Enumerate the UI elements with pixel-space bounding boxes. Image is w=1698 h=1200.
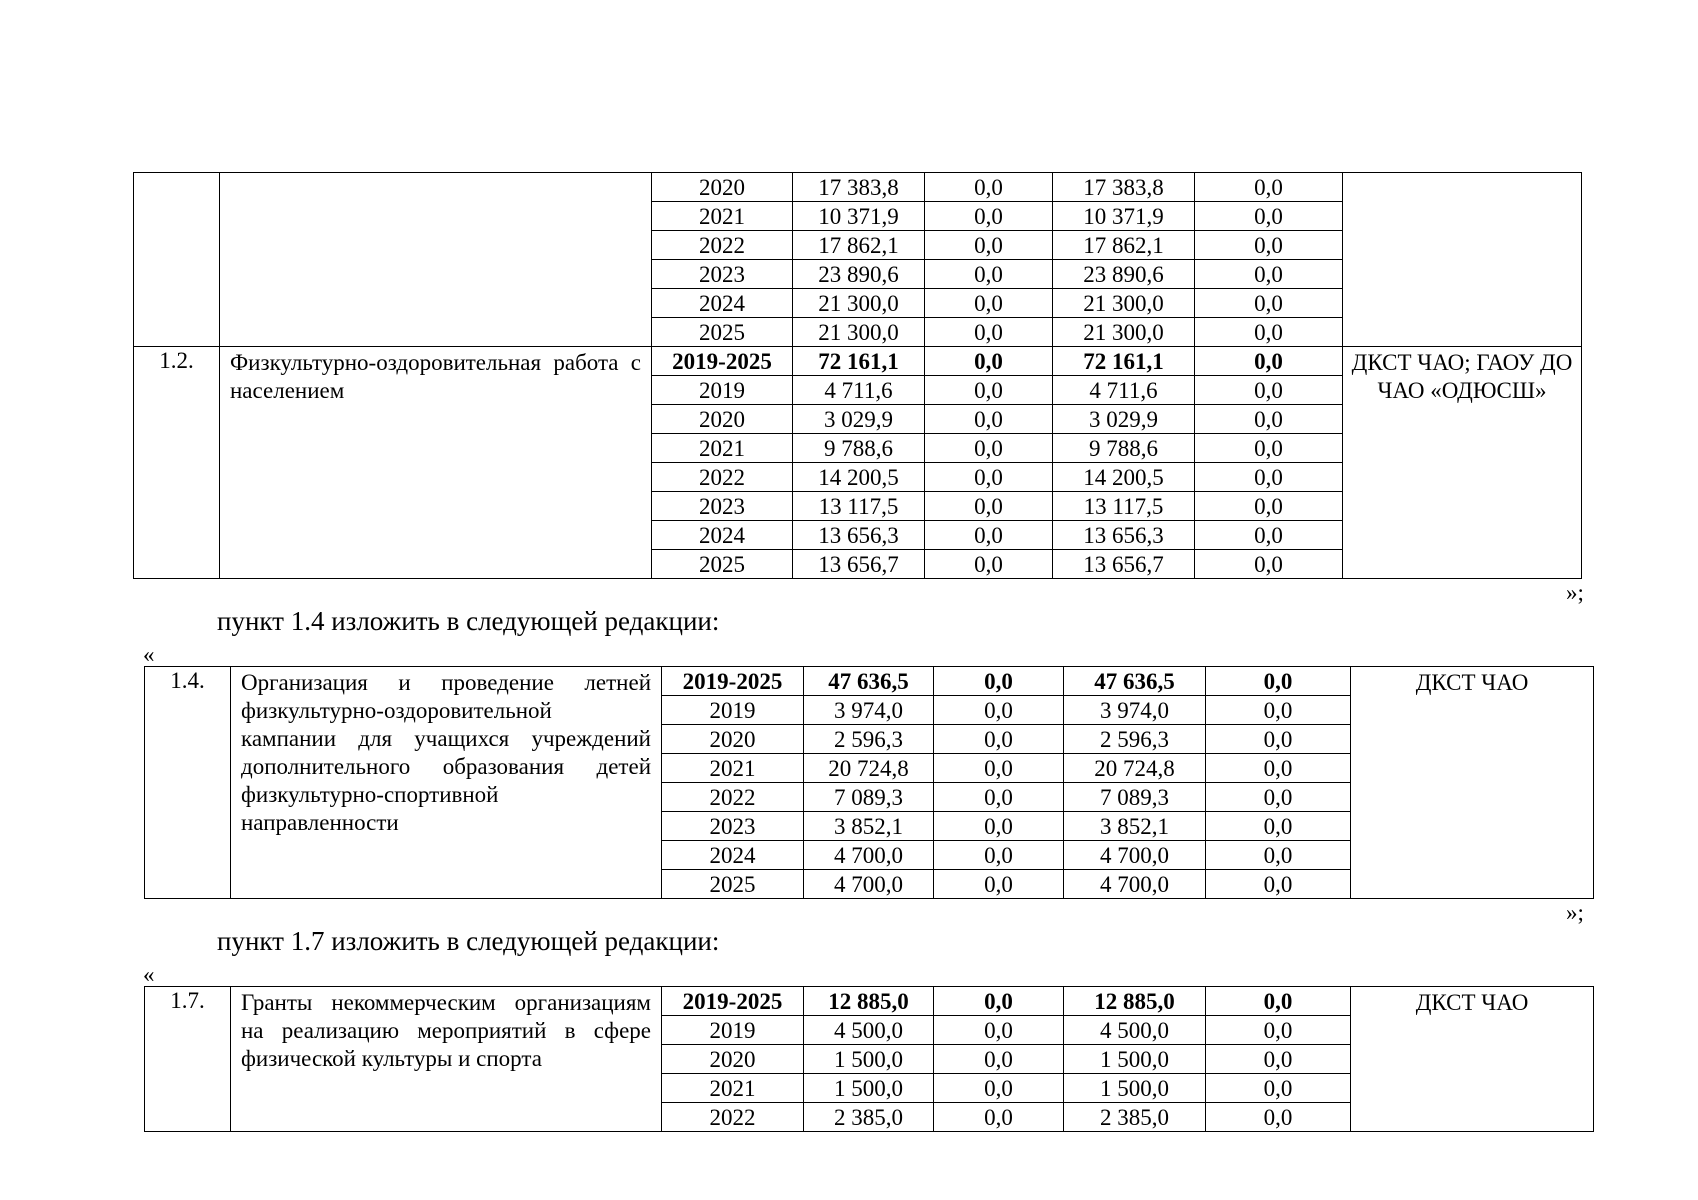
period-cell: 2020 [652, 405, 793, 434]
item-number-empty [134, 173, 220, 347]
period-cell: 2024 [652, 521, 793, 550]
value-cell: 72 161,1 [793, 347, 925, 376]
value-cell: 4 700,0 [804, 870, 934, 899]
value-cell: 0,0 [925, 318, 1053, 347]
value-cell: 20 724,8 [1064, 754, 1206, 783]
period-cell: 2022 [652, 463, 793, 492]
period-cell: 2021 [652, 202, 793, 231]
value-cell: 0,0 [1195, 289, 1343, 318]
value-cell: 0,0 [1206, 812, 1351, 841]
value-cell: 0,0 [934, 870, 1064, 899]
value-cell: 0,0 [934, 1103, 1064, 1132]
period-cell: 2019 [662, 1016, 804, 1045]
value-cell: 13 117,5 [1053, 492, 1195, 521]
responsible-executor: ДКСТ ЧАО [1351, 667, 1594, 899]
value-cell: 0,0 [925, 289, 1053, 318]
value-cell: 0,0 [1195, 202, 1343, 231]
value-cell: 0,0 [925, 173, 1053, 202]
value-cell: 47 636,5 [804, 667, 934, 696]
value-cell: 2 385,0 [1064, 1103, 1206, 1132]
table-item-1-7 [144, 986, 1594, 1132]
value-cell: 0,0 [1195, 376, 1343, 405]
value-cell: 0,0 [1195, 231, 1343, 260]
value-cell: 0,0 [1206, 987, 1351, 1016]
value-cell: 0,0 [1195, 347, 1343, 376]
value-cell: 17 862,1 [793, 231, 925, 260]
value-cell: 0,0 [934, 812, 1064, 841]
value-cell: 0,0 [1195, 318, 1343, 347]
value-cell: 7 089,3 [1064, 783, 1206, 812]
value-cell: 0,0 [934, 1045, 1064, 1074]
instruction-paragraph-1-7: пункт 1.7 изложить в следующей редакции: [217, 926, 720, 956]
value-cell: 0,0 [934, 1016, 1064, 1045]
value-cell: 12 885,0 [1064, 987, 1206, 1016]
period-cell: 2019-2025 [652, 347, 793, 376]
value-cell: 0,0 [925, 492, 1053, 521]
table-row [134, 347, 1582, 376]
period-cell: 2019-2025 [662, 667, 804, 696]
period-cell: 2023 [662, 812, 804, 841]
value-cell: 13 656,3 [793, 521, 925, 550]
value-cell: 12 885,0 [804, 987, 934, 1016]
value-cell: 0,0 [1206, 725, 1351, 754]
period-cell: 2025 [662, 870, 804, 899]
value-cell: 0,0 [934, 783, 1064, 812]
value-cell: 3 974,0 [804, 696, 934, 725]
period-cell: 2020 [652, 173, 793, 202]
value-cell: 0,0 [1195, 173, 1343, 202]
item-name-empty [220, 173, 652, 347]
value-cell: 0,0 [925, 376, 1053, 405]
value-cell: 23 890,6 [793, 260, 925, 289]
responsible-executor: ДКСТ ЧАО [1351, 987, 1594, 1132]
value-cell: 1 500,0 [1064, 1045, 1206, 1074]
value-cell: 0,0 [925, 202, 1053, 231]
value-cell: 21 300,0 [1053, 289, 1195, 318]
value-cell: 0,0 [934, 841, 1064, 870]
value-cell: 0,0 [925, 434, 1053, 463]
item-number: 1.7. [145, 987, 231, 1132]
value-cell: 2 596,3 [1064, 725, 1206, 754]
value-cell: 0,0 [1206, 841, 1351, 870]
opening-quote-1: « [143, 642, 155, 667]
table-row [134, 173, 1582, 202]
value-cell: 3 029,9 [793, 405, 925, 434]
period-cell: 2021 [662, 754, 804, 783]
value-cell: 1 500,0 [804, 1045, 934, 1074]
value-cell: 0,0 [1195, 405, 1343, 434]
period-cell: 2022 [652, 231, 793, 260]
value-cell: 0,0 [1195, 260, 1343, 289]
value-cell: 1 500,0 [1064, 1074, 1206, 1103]
opening-quote-2: « [143, 962, 155, 987]
instruction-paragraph-1-4: пункт 1.4 изложить в следующей редакции: [217, 606, 720, 636]
table-row [145, 667, 1594, 696]
value-cell: 0,0 [925, 521, 1053, 550]
value-cell: 0,0 [1206, 870, 1351, 899]
value-cell: 0,0 [925, 550, 1053, 579]
period-cell: 2023 [652, 492, 793, 521]
value-cell: 4 711,6 [1053, 376, 1195, 405]
value-cell: 0,0 [934, 725, 1064, 754]
value-cell: 17 383,8 [793, 173, 925, 202]
value-cell: 0,0 [1195, 521, 1343, 550]
value-cell: 0,0 [1206, 1016, 1351, 1045]
value-cell: 3 974,0 [1064, 696, 1206, 725]
value-cell: 0,0 [934, 667, 1064, 696]
value-cell: 14 200,5 [793, 463, 925, 492]
value-cell: 0,0 [934, 987, 1064, 1016]
value-cell: 3 029,9 [1053, 405, 1195, 434]
period-cell: 2024 [652, 289, 793, 318]
value-cell: 23 890,6 [1053, 260, 1195, 289]
period-cell: 2021 [662, 1074, 804, 1103]
value-cell: 13 656,7 [793, 550, 925, 579]
item-name: Организация и проведение летней физкультурно-оздоровительной кампании для учащихся учреждений дополнительного образования детей физкультурно-спортивной направленности [231, 667, 662, 899]
value-cell: 3 852,1 [804, 812, 934, 841]
value-cell: 14 200,5 [1053, 463, 1195, 492]
value-cell: 72 161,1 [1053, 347, 1195, 376]
value-cell: 0,0 [1206, 1074, 1351, 1103]
period-cell: 2019 [662, 696, 804, 725]
table-continuation-and-item-1-2 [133, 172, 1582, 579]
value-cell: 0,0 [1206, 783, 1351, 812]
value-cell: 7 089,3 [804, 783, 934, 812]
value-cell: 0,0 [1206, 1045, 1351, 1074]
period-cell: 2024 [662, 841, 804, 870]
period-cell: 2020 [662, 725, 804, 754]
period-cell: 2022 [662, 783, 804, 812]
value-cell: 0,0 [934, 696, 1064, 725]
period-cell: 2023 [652, 260, 793, 289]
value-cell: 4 500,0 [804, 1016, 934, 1045]
value-cell: 4 700,0 [804, 841, 934, 870]
value-cell: 10 371,9 [793, 202, 925, 231]
value-cell: 3 852,1 [1064, 812, 1206, 841]
value-cell: 17 383,8 [1053, 173, 1195, 202]
value-cell: 0,0 [925, 405, 1053, 434]
value-cell: 0,0 [1206, 696, 1351, 725]
table-row [145, 987, 1594, 1016]
value-cell: 0,0 [925, 231, 1053, 260]
value-cell: 10 371,9 [1053, 202, 1195, 231]
value-cell: 13 656,7 [1053, 550, 1195, 579]
value-cell: 9 788,6 [793, 434, 925, 463]
value-cell: 0,0 [1206, 754, 1351, 783]
value-cell: 0,0 [1195, 434, 1343, 463]
value-cell: 0,0 [1195, 550, 1343, 579]
closing-quote-2: »; [1566, 900, 1584, 925]
responsible-empty [1343, 173, 1582, 347]
value-cell: 20 724,8 [804, 754, 934, 783]
value-cell: 0,0 [1195, 492, 1343, 521]
period-cell: 2019 [652, 376, 793, 405]
value-cell: 21 300,0 [1053, 318, 1195, 347]
value-cell: 4 711,6 [793, 376, 925, 405]
period-cell: 2025 [652, 318, 793, 347]
period-cell: 2025 [652, 550, 793, 579]
value-cell: 4 500,0 [1064, 1016, 1206, 1045]
period-cell: 2022 [662, 1103, 804, 1132]
item-name: Гранты некоммерческим организациям на реализацию мероприятий в сфере физической культуры и спорта [231, 987, 662, 1132]
period-cell: 2021 [652, 434, 793, 463]
value-cell: 4 700,0 [1064, 870, 1206, 899]
value-cell: 9 788,6 [1053, 434, 1195, 463]
value-cell: 0,0 [1195, 463, 1343, 492]
value-cell: 21 300,0 [793, 318, 925, 347]
period-cell: 2020 [662, 1045, 804, 1074]
value-cell: 1 500,0 [804, 1074, 934, 1103]
responsible-executor: ДКСТ ЧАО; ГАОУ ДО ЧАО «ОДЮСШ» [1343, 347, 1582, 579]
value-cell: 0,0 [925, 463, 1053, 492]
value-cell: 4 700,0 [1064, 841, 1206, 870]
value-cell: 2 385,0 [804, 1103, 934, 1132]
value-cell: 13 656,3 [1053, 521, 1195, 550]
value-cell: 0,0 [925, 347, 1053, 376]
closing-quote-1: »; [1566, 580, 1584, 605]
value-cell: 0,0 [934, 754, 1064, 783]
value-cell: 47 636,5 [1064, 667, 1206, 696]
period-cell: 2019-2025 [662, 987, 804, 1016]
value-cell: 0,0 [934, 1074, 1064, 1103]
value-cell: 0,0 [1206, 667, 1351, 696]
value-cell: 2 596,3 [804, 725, 934, 754]
value-cell: 13 117,5 [793, 492, 925, 521]
value-cell: 0,0 [1206, 1103, 1351, 1132]
item-number: 1.4. [145, 667, 231, 899]
table-item-1-4 [144, 666, 1594, 899]
item-name: Физкультурно-оздоровительная работа с населением [220, 347, 652, 579]
value-cell: 21 300,0 [793, 289, 925, 318]
value-cell: 0,0 [925, 260, 1053, 289]
item-number: 1.2. [134, 347, 220, 579]
value-cell: 17 862,1 [1053, 231, 1195, 260]
